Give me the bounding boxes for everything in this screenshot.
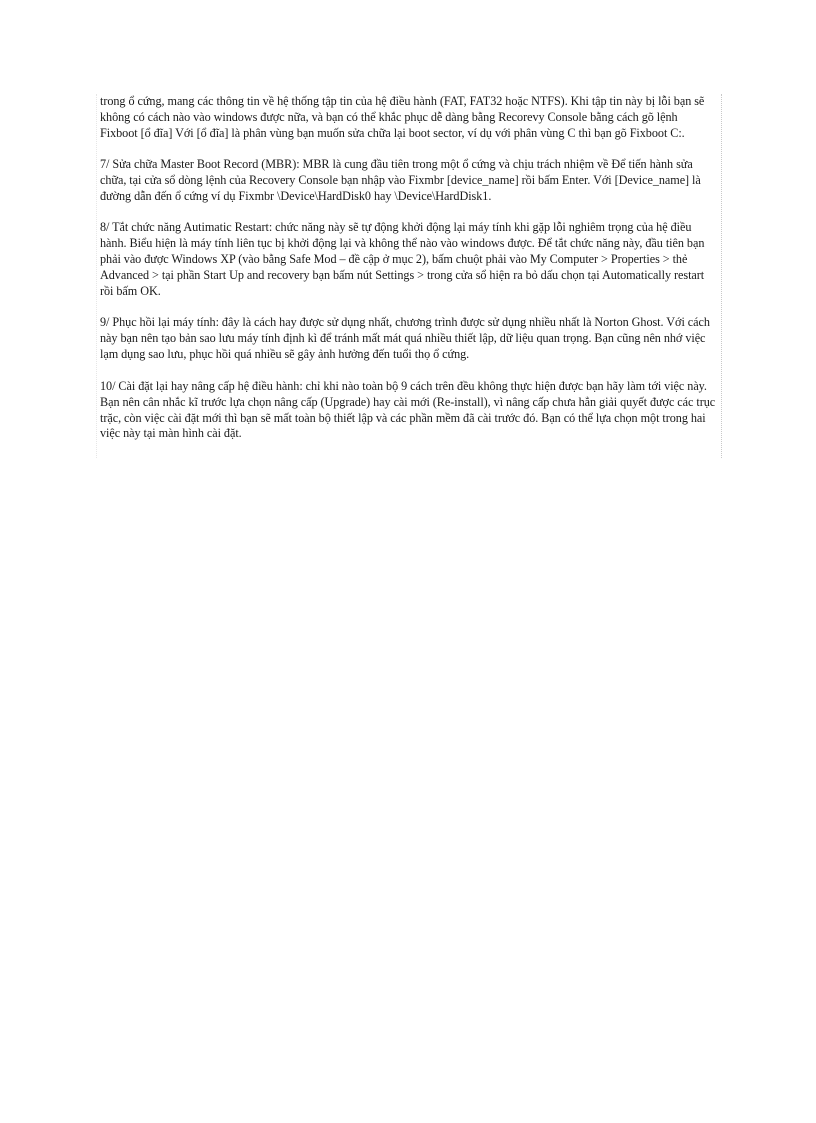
paragraph-restore-computer: 9/ Phục hồi lại máy tính: đây là cách hay được sử dụng nhất, chương trình được sử dụng nhiều nhất là Norton Ghost. Với cách này bạn nên tạo bản sao lưu máy tính định kì để tránh mất mát quá nhiều thiết lập, dữ liệu quan trọng. Bạn cũng nên nhớ việc lạm dụng sao lưu, phục hồi quá nhiều sẽ gây ảnh hưởng đến tuổi thọ ổ cứng.	[100, 315, 710, 362]
paragraph-reinstall-upgrade: 10/ Cài đặt lại hay nâng cấp hệ điều hành: chỉ khi nào toàn bộ 9 cách trên đều không thực hiện được bạn hãy làm tới việc này. Bạn nên cân nhắc kĩ trước lựa chọn nâng cấp (Upgrade) hay cài mới (Re-install), vì nâng cấp chưa hẳn giải quyết được các trục trặc, còn việc cài đặt mới thì bạn sẽ mất toàn bộ thiết lập và các phần mềm đã cài trước đó. Bạn có thể lựa chọn một trong hai việc này tại màn hình cài đặt.	[100, 378, 716, 441]
document-text-block	[96, 94, 722, 458]
paragraph-boot-sector: trong ổ cứng, mang các thông tin về hệ thống tập tin của hệ điều hành (FAT, FAT32 hoặc NTFS). Khi tập tin này bị lỗi bạn sẽ không có cách nào vào windows được nữa, và bạn có thể khắc phục dễ dàng bằng Recorevy Console bằng cách gõ lệnh Fixboot [ổ đĩa] Với [ổ đĩa] là phân vùng bạn muốn sửa chữa lại boot sector, ví dụ với phân vùng C thì bạn gõ Fixboot C:.	[100, 94, 705, 140]
paragraph-fix-mbr: 7/ Sửa chữa Master Boot Record (MBR): MBR là cung đầu tiên trong một ổ cứng và chịu trách nhiệm về Để tiến hành sửa chữa, tại cửa sổ dòng lệnh của Recovery Console bạn nhập vào Fixmbr [device_name] rồi bấm Enter. Với [Device_name] là đường dẫn đến ổ cứng ví dụ Fixmbr \Device\HardDisk0 hay \Device\HardDisk1.	[100, 157, 701, 204]
paragraph-automatic-restart: 8/ Tắt chức năng Autimatic Restart: chức năng này sẽ tự động khởi động lại máy tính khi gặp lỗi nghiêm trọng của hệ điều hành. Biểu hiện là máy tính liên tục bị khởi động lại và không thể nào vào windows được. Để tắt chức năng này, đầu tiên bạn phải vào được Windows XP (vào bằng Safe Mod – đề cập ở mục 2), bấm chuột phải vào My Computer > Properties > thẻ Advanced > tại phần Start Up and recovery bạn bấm nút Settings > trong cửa sổ hiện ra bỏ dấu chọn tại Automatically restart rồi bấm OK.	[100, 220, 705, 299]
